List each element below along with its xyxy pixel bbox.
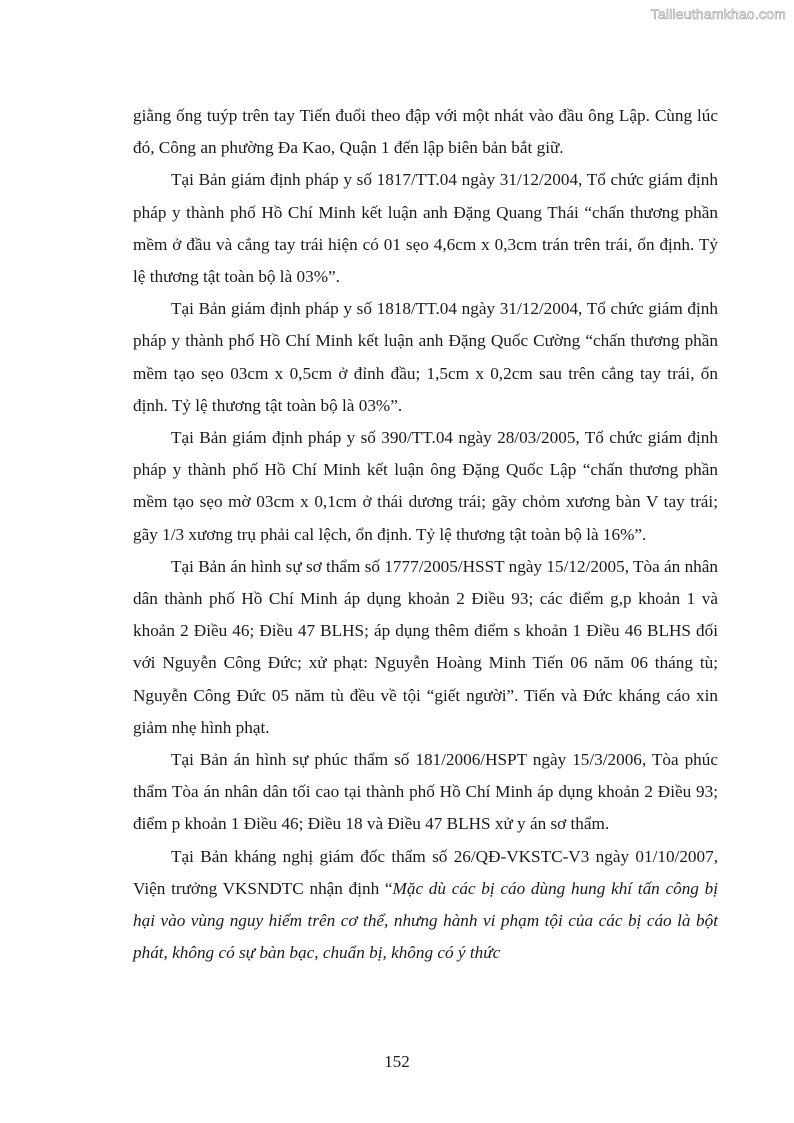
watermark: Tailieuthamkhao.com (650, 6, 786, 22)
paragraph-forensic-report-390: Tại Bản giám định pháp y số 390/TT.04 ngày 28/03/2005, Tổ chức giám định pháp y thành phố Hồ Chí Minh kết luận ông Đặng Quốc Lập “chấn thương phần mềm tạo sẹo mờ 03cm x 0,1cm ở thái dương trái; gãy chỏm xương bàn V tay trái; gãy 1/3 xương trụ phải cal lệch, ổn định. Tỷ lệ thương tật toàn bộ là 16%”. (133, 428, 718, 544)
cassation-protest-text: Tại Bản kháng nghị giám đốc thẩm số 26/QĐ-VKSTC-V3 ngày 01/10/2007, Viện trưởng VKSNDTC nhận định “ (133, 846, 718, 898)
cassation-protest-quote: Mặc dù các bị cáo dùng hung khí tấn công bị hại vào vùng nguy hiểm trên cơ thể, nhưng hành vi phạm tội của các bị cáo là bột phát, không có sự bàn bạc, chuẩn bị, không có ý thức (133, 878, 718, 963)
paragraph-forensic-report-1818: Tại Bản giám định pháp y số 1818/TT.04 ngày 31/12/2004, Tổ chức giám định pháp y thành phố Hồ Chí Minh kết luận anh Đặng Quốc Cường “chấn thương phần mềm tạo sẹo 03cm x 0,5cm ở đỉnh đầu; 1,5cm x 0,2cm sau trên cẳng tay trái, ổn định. Tỷ lệ thương tật toàn bộ là 03%”. (133, 299, 718, 415)
paragraph-cassation-protest (133, 841, 718, 970)
page-body (133, 100, 718, 969)
paragraph-appeal-judgment: Tại Bản án hình sự phúc thẩm số 181/2006/HSPT ngày 15/3/2006, Tòa phúc thẩm Tòa án nhân dân tối cao tại thành phố Hồ Chí Minh áp dụng khoản 2 Điều 93; điểm p khoản 1 Điều 46; Điều 18 và Điều 47 BLHS xử y án sơ thẩm. (133, 750, 718, 834)
paragraph-forensic-report-1817: Tại Bản giám định pháp y số 1817/TT.04 ngày 31/12/2004, Tổ chức giám định pháp y thành phố Hồ Chí Minh kết luận anh Đặng Quang Thái “chấn thương phần mềm ở đầu và cẳng tay trái hiện có 01 sẹo 4,6cm x 0,3cm trán trên trái, ổn định. Tỷ lệ thương tật toàn bộ là 03%”. (133, 170, 718, 287)
paragraph-continuation: giằng ống tuýp trên tay Tiến đuổi theo đập với một nhát vào đầu ông Lập. Cùng lúc đó, Công an phường Đa Kao, Quận 1 đến lập biên bản bắt giữ. (133, 106, 718, 158)
paragraph-first-instance-judgment: Tại Bản án hình sự sơ thẩm số 1777/2005/HSST ngày 15/12/2005, Tòa án nhân dân thành phố Hồ Chí Minh áp dụng khoản 2 Điều 93; các điểm g,p khoản 1 và khoản 2 Điều 46; Điều 47 BLHS; áp dụng thêm điểm s khoản 1 Điều 46 BLHS đối với Nguyễn Công Đức; xử phạt: Nguyễn Hoàng Minh Tiến 06 năm 06 tháng tù; Nguyễn Công Đức 05 năm tù đều về tội “giết người”. Tiến và Đức kháng cáo xin giảm nhẹ hình phạt. (133, 556, 718, 737)
page-number: 152 (384, 1052, 410, 1071)
